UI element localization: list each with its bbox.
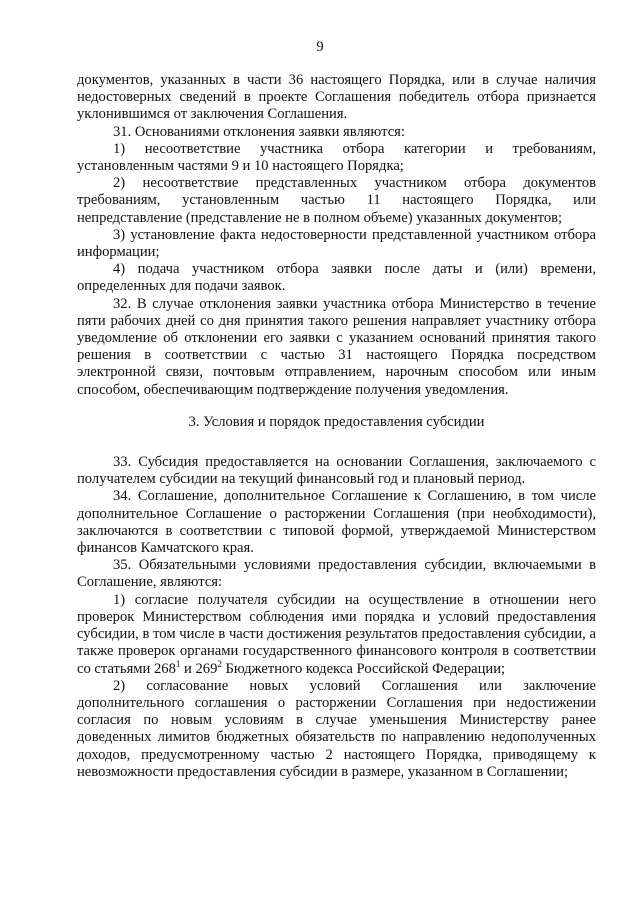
item-text: 1) согласие получателя субсидии на осуществление в отношении него проверок Министерством соблюдения ими порядка и условий предоставления субсидии, в том числе в части достижения результатов предоставления субсидии, а также проверок органами государственного финансового контроля в соответствии со статьями 268 [77,591,596,677]
page-number: 9 [316,39,324,55]
paragraph: 35. Обязательными условиями предоставления субсидии, включаемыми в Соглашение, являются: [77,557,596,591]
item-text: и 269 [180,660,218,677]
list-item: 1) несоответствие участника отбора категории и требованиям, установленным частями 9 и 10 настоящего Порядка; [77,140,596,175]
superscript: 2 [217,658,222,669]
list-item: 2) несоответствие представленных участником отбора документов требованиям, установленным частью 11 настоящего Порядка, или непредставление (представление не в полном объеме) указанных документов; [77,175,596,226]
list-item: 4) подача участником отбора заявки после даты и (или) времени, определенных для подачи заявок. [77,261,596,295]
paragraph: 34. Соглашение, дополнительное Соглашение к Соглашению, в том числе дополнительное Соглашение о расторжении Соглашения (при необходимости), заключаются в соответствии с типовой формой, утверждаемой Министерством финансов Камчатского края. [77,488,596,557]
item-text: Бюджетного кодекса Российской Федерации; [221,660,506,677]
list-item: 3) установление факта недостоверности представленной участником отбора информации; [77,226,596,261]
paragraph: 31. Основаниями отклонения заявки являются: [113,123,405,140]
paragraph: документов, указанных в части 36 настоящего Порядка, или в случае наличия недостоверных сведений в проекте Соглашения победитель отбора признается уклонившимся от заключения Соглашения. [77,72,596,123]
document-body [77,72,596,781]
paragraph: 32. В случае отклонения заявки участника отбора Министерство в течение пяти рабочих дней со дня принятия такого решения направляет участнику отбора уведомление об отклонении его заявки с указанием оснований принятия такого решения в соответствии с частью 31 настоящего Порядка посредством электронной связи, почтовым отправлением, нарочным способом или иным способом, обеспечивающим подтверждение получения уведомления. [77,295,596,398]
list-item: 2) согласование новых условий Соглашения или заключение дополнительного соглашения о расторжении Соглашения при недостижении согласия по новым условиям в случае уменьшения Министерству ранее доведенных лимитов бюджетных обязательств по направлению недополученных доходов, предусмотренному частью 2 настоящего Порядка, приводящему к невозможности предоставления субсидии в размере, указанном в Соглашении; [77,677,596,780]
section-heading: 3. Условия и порядок предоставления субсидии [188,413,485,430]
superscript: 1 [175,658,181,669]
paragraph: 33. Субсидия предоставляется на основании Соглашения, заключаемого с получателем субсидии на текущий финансовый год и плановый период. [77,454,596,488]
list-item [77,592,596,678]
